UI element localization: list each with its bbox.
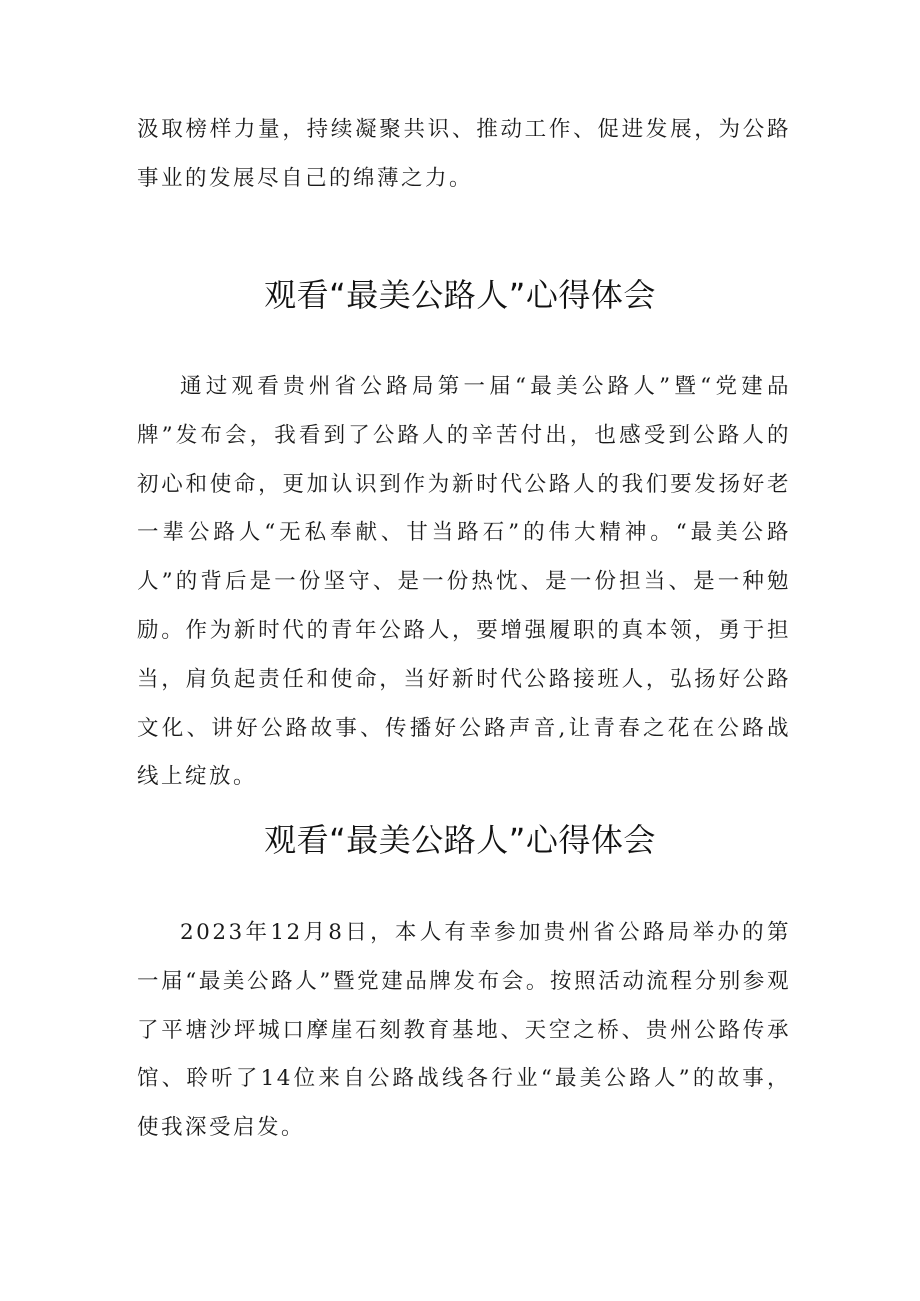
body-paragraph: 通过观看贵州省公路局第一届“最美公路人”暨“党建品牌”发布会，我看到了公路人的辛苦付出，也感受到公路人的初心和使命，更加认识到作为新时代公路人的我们要发扬好老一辈公路人“无私奉献、甘当路石”的伟大精神。“最美公路人”的背后是一份坚守、是一份热忱、是一份担当、是一种勉励。作为新时代的青年公路人，要增强履职的真本领，勇于担当，肩负起责任和使命，当好新时代公路接班人，弘扬好公路文化、讲好公路故事、传播好公路声音,让青春之花在公路战线上绽放。 [137, 374, 791, 790]
body-paragraph: 2023年12月8日，本人有幸参加贵州省公路局举办的第一届“最美公路人”暨党建品牌发布会。按照活动流程分别参观了平塘沙坪城口摩崖石刻教育基地、天空之桥、贵州公路传承馆、聆听了14位来自公路战线各行业“最美公路人”的故事，使我深受启发。 [137, 920, 791, 1141]
section-title: 观看“最美公路人”心得体会 [264, 276, 656, 314]
paragraph-continuation: 汲取榜样力量，持续凝聚共识、推动工作、促进发展，为公路事业的发展尽自己的绵薄之力。 [137, 117, 791, 191]
section-title: 观看“最美公路人”心得体会 [264, 821, 656, 859]
